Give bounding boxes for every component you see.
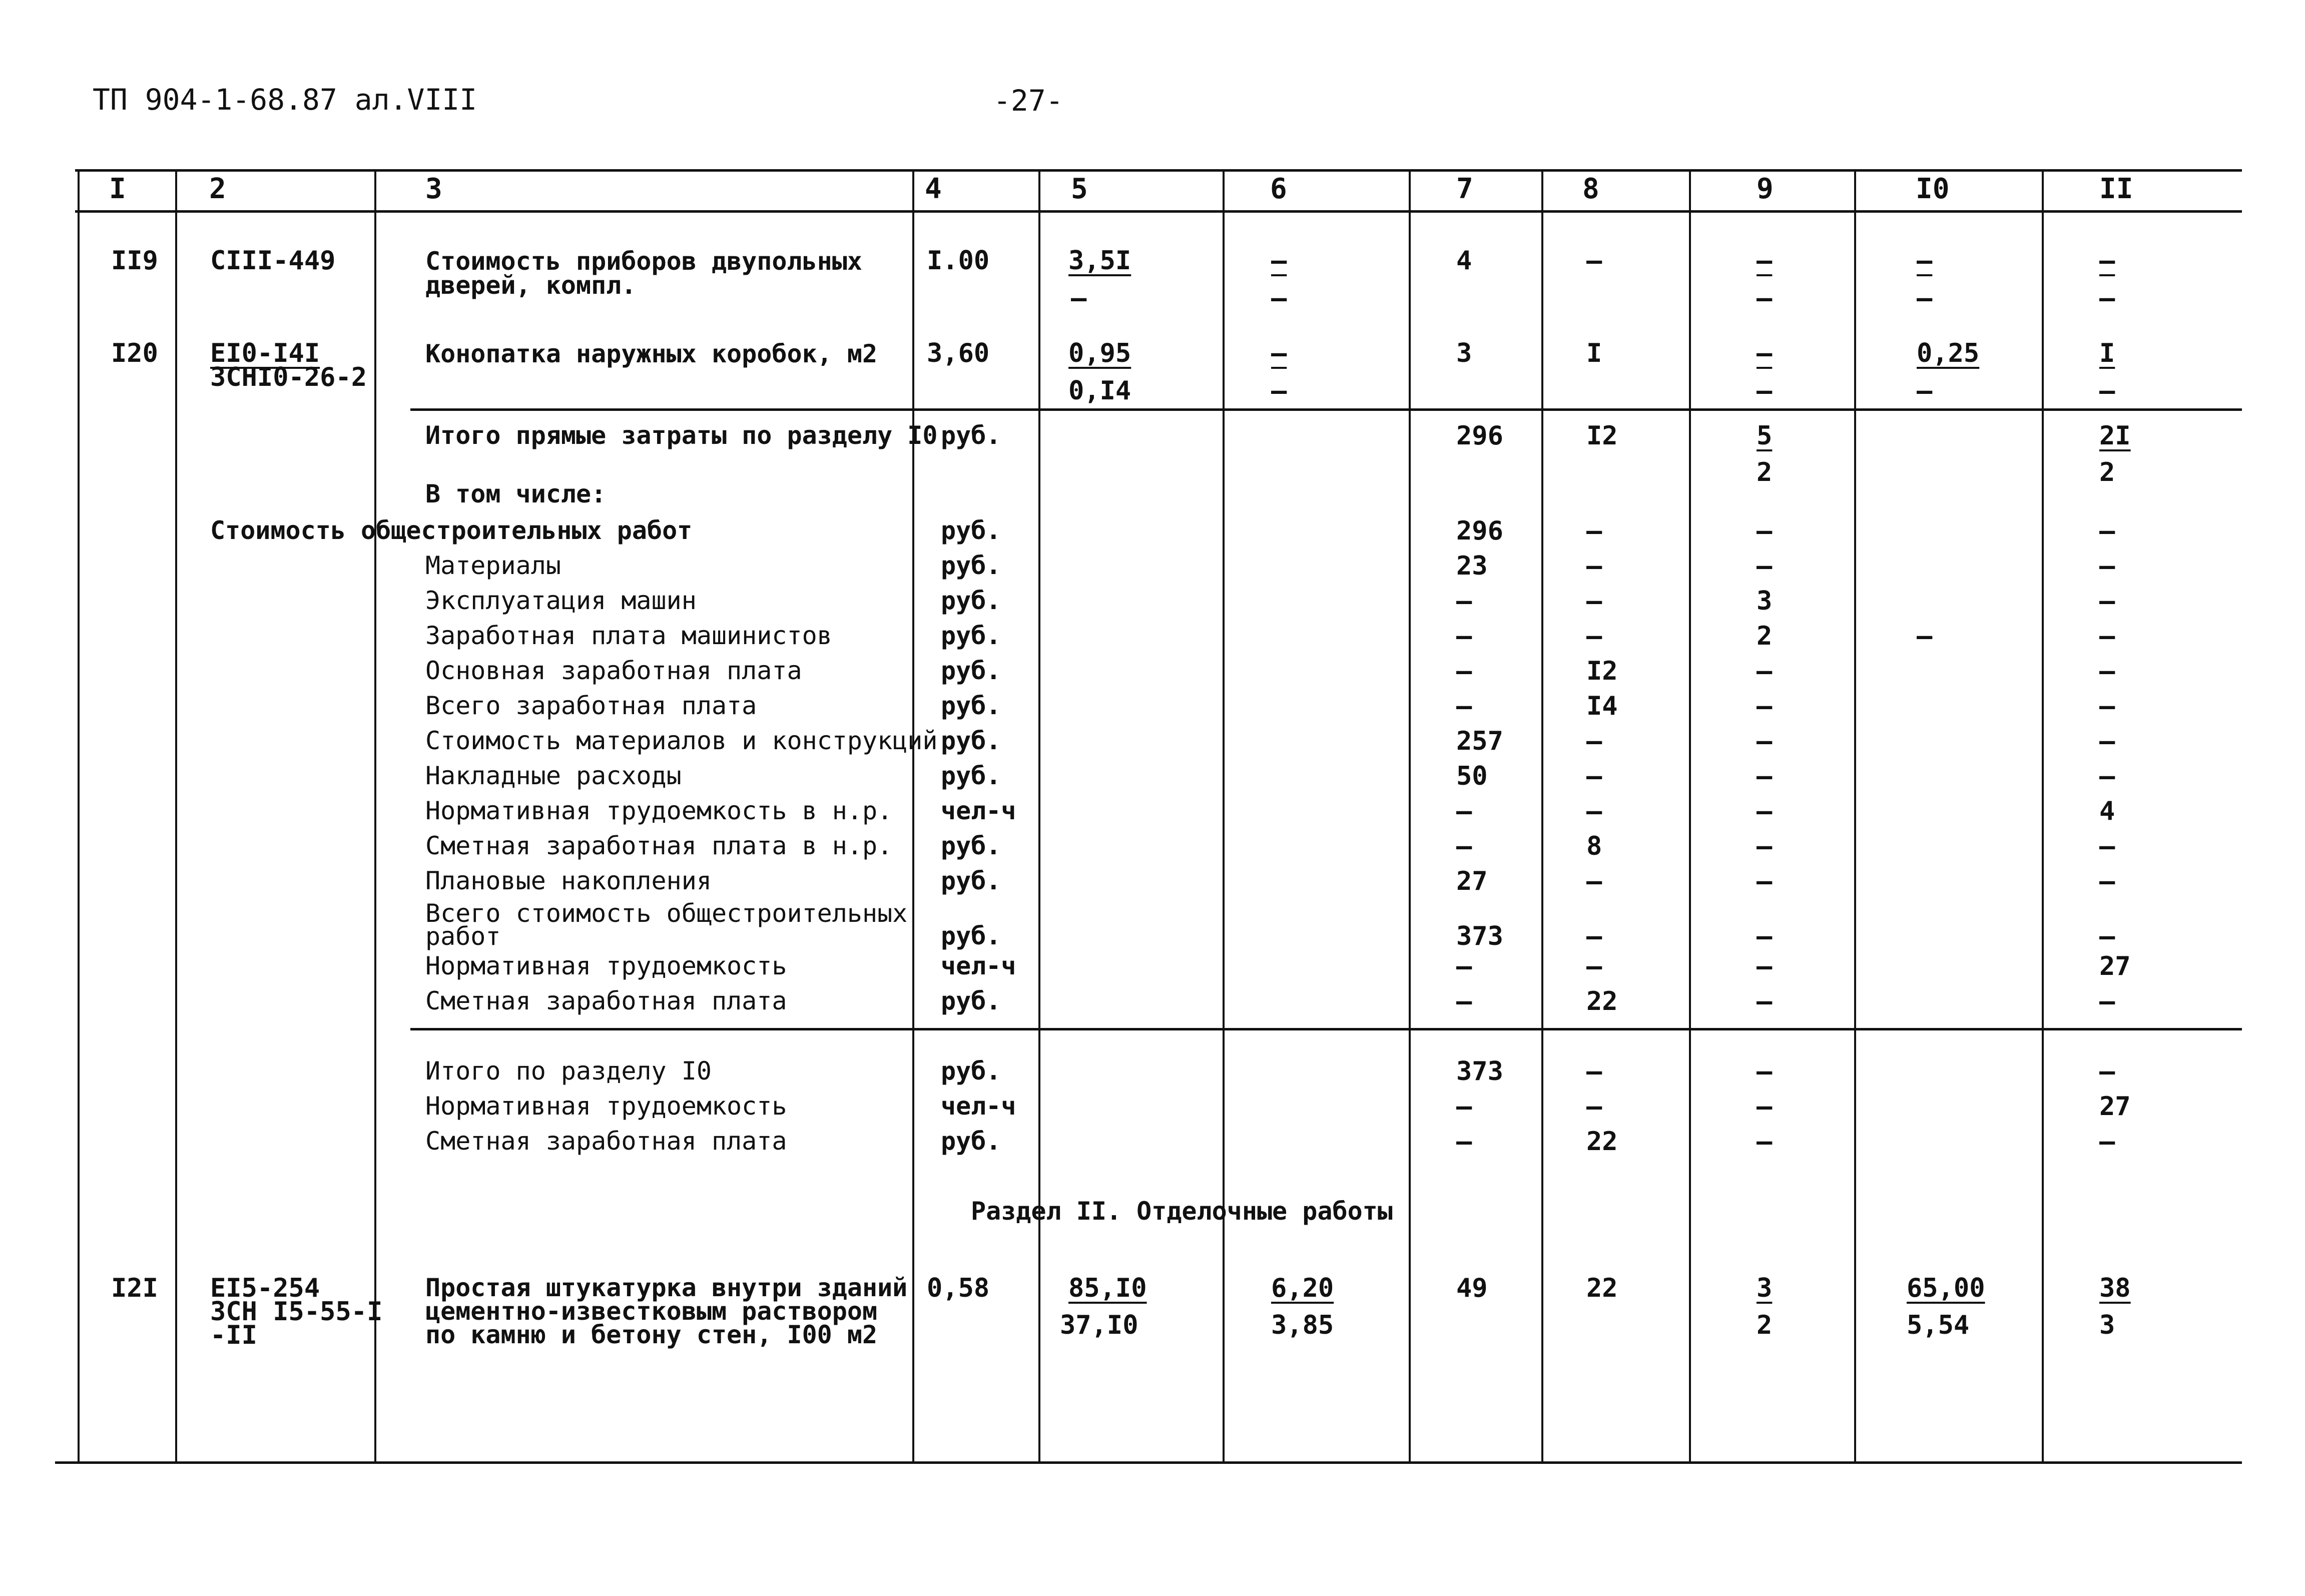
row-label: Эксплуатация машин [425, 586, 697, 615]
c11-bottom: – [2099, 376, 2115, 406]
item-quantity: 0,58 [927, 1273, 990, 1303]
c9-value: – [1757, 831, 1773, 861]
c11-top: I [2099, 338, 2115, 368]
unit-label: чел-ч [941, 1092, 1016, 1121]
row-label: работ [425, 922, 501, 951]
row-label: Всего стоимость общестроительных [425, 899, 908, 928]
col-header-6: 6 [1270, 173, 1287, 205]
c9-value: 2 [1757, 621, 1773, 651]
item-code: ЕI5-254 [210, 1273, 320, 1303]
c10-top: 65,00 [1907, 1273, 1985, 1303]
c9-top: – [1757, 246, 1773, 276]
col-border-5 [1038, 169, 1040, 1461]
item-quantity: I.00 [927, 246, 990, 276]
c11-top: – [2099, 246, 2115, 276]
item-number: I2I [111, 1273, 158, 1303]
c6-bottom: 3,85 [1271, 1310, 1334, 1340]
c9-value: – [1757, 1056, 1773, 1087]
c8-value: 22 [1586, 986, 1618, 1016]
breakdown-title: Стоимость общестроительных работ [210, 516, 693, 545]
unit-label: чел-ч [941, 951, 1016, 980]
col-header-5: 5 [1071, 173, 1088, 205]
unit-label: руб. [941, 516, 1001, 545]
c7-value: – [1456, 1092, 1472, 1122]
c7-value: 257 [1456, 726, 1503, 756]
unit-label: руб. [941, 421, 1001, 450]
c7-value: – [1456, 831, 1472, 861]
c7-value: – [1456, 796, 1472, 826]
c9-top: 5 [1757, 421, 1773, 451]
col-border-11 [2042, 169, 2044, 1461]
c9-value: – [1757, 551, 1773, 581]
unit-cost-total: 0,95 [1068, 338, 1131, 368]
c11-value: – [2099, 621, 2115, 651]
c8-value: I2 [1586, 656, 1618, 686]
item-code: -II [210, 1320, 257, 1350]
c11-value: – [2099, 986, 2115, 1016]
c10-bottom: – [1917, 376, 1933, 406]
table-top-border [75, 169, 2242, 172]
col-border-1 [78, 169, 80, 1461]
unit-label: руб. [941, 761, 1001, 790]
c9-value: 3 [1757, 586, 1773, 616]
c8-value: 22 [1586, 1127, 1618, 1157]
row-label: Всего заработная плата [425, 691, 757, 720]
c7-value: 27 [1456, 866, 1488, 896]
c11-value: – [2099, 656, 2115, 686]
c6-top: – [1271, 338, 1287, 368]
c8-value: – [1586, 246, 1602, 276]
col-header-2: 2 [209, 173, 226, 205]
item-quantity: 3,60 [927, 338, 990, 368]
c8-value: – [1586, 621, 1602, 651]
row-label: Стоимость материалов и конструкций [425, 726, 938, 755]
item-description: цементно-известковым раствором [425, 1297, 878, 1326]
c11-value: – [2099, 1127, 2115, 1157]
col-header-4: 4 [925, 173, 942, 205]
item-description: по камню и бетону стен, I00 м2 [425, 1320, 878, 1349]
unit-label: руб. [941, 726, 1001, 755]
rule-after-breakdown [410, 1028, 2242, 1030]
c7-value: 3 [1456, 338, 1472, 368]
col-border-3 [374, 169, 376, 1461]
unit-label: руб. [941, 921, 1001, 950]
c7-value: – [1456, 691, 1472, 721]
c11-value: – [2099, 1056, 2115, 1087]
col-border-6 [1223, 169, 1225, 1461]
c8-value: – [1586, 761, 1602, 791]
c7-value: 296 [1456, 421, 1503, 451]
col-header-3: 3 [425, 173, 442, 205]
c9-value: – [1757, 516, 1773, 546]
c9-value: – [1757, 691, 1773, 721]
c6-bottom: – [1271, 283, 1287, 313]
unit-label: руб. [941, 656, 1001, 685]
c9-value: – [1757, 656, 1773, 686]
c10-bottom: – [1917, 283, 1933, 313]
c9-top: – [1757, 338, 1773, 368]
unit-label: руб. [941, 1056, 1001, 1086]
c9-bottom: – [1757, 283, 1773, 313]
unit-label: руб. [941, 866, 1001, 895]
c8-value: 8 [1586, 831, 1602, 861]
c6-bottom: – [1271, 376, 1287, 406]
c9-value: – [1757, 1127, 1773, 1157]
c9-top: 3 [1757, 1273, 1773, 1303]
item-description: Конопатка наружных коробок, м2 [425, 339, 878, 368]
c11-value: 27 [2099, 1092, 2131, 1122]
table-bottom-border [55, 1461, 2242, 1464]
c8-value: – [1586, 921, 1602, 951]
c8-value: – [1586, 551, 1602, 581]
c11-top: 38 [2099, 1273, 2131, 1303]
c8-value: I [1586, 338, 1602, 368]
c8-value: – [1586, 866, 1602, 896]
c10-top: – [1917, 246, 1933, 276]
unit-label: руб. [941, 551, 1001, 580]
item-code: ЕI0-I4I [210, 338, 320, 368]
c8-value: – [1586, 951, 1602, 981]
c8-value: – [1586, 516, 1602, 546]
col-header-11: II [2099, 173, 2133, 205]
c9-bottom: – [1757, 376, 1773, 406]
unit-label: руб. [941, 621, 1001, 650]
c11-value: – [2099, 551, 2115, 581]
item-description: дверей, компл. [425, 271, 637, 300]
c7-value: 50 [1456, 761, 1488, 791]
c8-value: I4 [1586, 691, 1618, 721]
row-label: Сметная заработная плата в н.р. [425, 831, 893, 860]
unit-cost-wage: 0,I4 [1068, 376, 1131, 406]
row-label: Нормативная трудоемкость в н.р. [425, 796, 893, 825]
c7-value: 373 [1456, 1056, 1503, 1087]
col-header-1: I [109, 173, 126, 205]
c9-bottom: 2 [1757, 457, 1773, 487]
document-code: ТП 904-1-68.87 ал.VIII [93, 83, 477, 117]
c8-value: 22 [1586, 1273, 1618, 1303]
c8-value: – [1586, 796, 1602, 826]
row-label: Сметная заработная плата [425, 986, 787, 1015]
c7-value: 49 [1456, 1273, 1488, 1303]
c10-bottom: 5,54 [1907, 1310, 1970, 1340]
section-heading: Раздел II. Отделочные работы [971, 1197, 1393, 1226]
col-border-9 [1689, 169, 1691, 1461]
unit-label: руб. [941, 831, 1001, 860]
item-code: СIII-449 [210, 246, 336, 276]
c9-value: – [1757, 726, 1773, 756]
row-label: Материалы [425, 551, 561, 580]
c10-top: 0,25 [1917, 338, 1980, 368]
col-header-7: 7 [1456, 173, 1473, 205]
c8-value: – [1586, 1092, 1602, 1122]
c11-bottom: – [2099, 283, 2115, 313]
row-label: Заработная плата машинистов [425, 621, 832, 650]
c11-value: – [2099, 866, 2115, 896]
c9-value: – [1757, 986, 1773, 1016]
direct-total-label: Итого прямые затраты по разделу I0 [425, 421, 938, 450]
row-label: Итого по разделу I0 [425, 1056, 712, 1086]
item-code: ЗСН I5-55-I [210, 1297, 383, 1327]
col-header-10: I0 [1916, 173, 1950, 205]
c9-value: – [1757, 796, 1773, 826]
c8-value: I2 [1586, 421, 1618, 451]
c7-value: 296 [1456, 516, 1503, 546]
page-number: -27- [993, 84, 1063, 118]
c11-value: 27 [2099, 951, 2131, 981]
unit-label: руб. [941, 586, 1001, 615]
col-border-8 [1541, 169, 1543, 1461]
c11-value: 4 [2099, 796, 2115, 826]
c11-value: – [2099, 586, 2115, 616]
c11-value: – [2099, 761, 2115, 791]
c8-value: – [1586, 1056, 1602, 1087]
row-label: Сметная заработная плата [425, 1127, 787, 1156]
row-label: Плановые накопления [425, 866, 712, 895]
c11-bottom: 2 [2099, 457, 2115, 487]
c8-value: – [1586, 586, 1602, 616]
c7-value: – [1456, 986, 1472, 1016]
c7-value: 23 [1456, 551, 1488, 581]
c9-value: – [1757, 921, 1773, 951]
c6-top: – [1271, 246, 1287, 276]
c11-value: – [2099, 921, 2115, 951]
unit-cost-total: 85,I0 [1068, 1273, 1147, 1303]
col-border-10 [1854, 169, 1856, 1461]
c9-value: – [1757, 1092, 1773, 1122]
unit-label: руб. [941, 1127, 1001, 1156]
unit-label: руб. [941, 986, 1001, 1015]
rule-after-items [410, 408, 2242, 411]
header-bottom-border [75, 210, 2242, 213]
row-label: Нормативная трудоемкость [425, 951, 787, 980]
c9-value: – [1757, 866, 1773, 896]
c7-value: – [1456, 1127, 1472, 1157]
c11-value: – [2099, 726, 2115, 756]
c7-value: – [1456, 951, 1472, 981]
c6-top: 6,20 [1271, 1273, 1334, 1303]
c7-value: 373 [1456, 921, 1503, 951]
c10-value: – [1917, 621, 1933, 651]
item-description: Простая штукатурка внутри зданий [425, 1273, 908, 1302]
c11-bottom: 3 [2099, 1310, 2115, 1340]
item-number: I20 [111, 338, 158, 368]
c11-top: 2I [2099, 421, 2131, 451]
row-label: Нормативная трудоемкость [425, 1092, 787, 1121]
c9-bottom: 2 [1757, 1310, 1773, 1340]
c11-value: – [2099, 516, 2115, 546]
col-border-2 [175, 169, 177, 1461]
c7-value: – [1456, 656, 1472, 686]
col-header-9: 9 [1757, 173, 1774, 205]
c7-value: – [1456, 586, 1472, 616]
including-label: В том числе: [425, 479, 607, 508]
item-number: II9 [111, 246, 158, 276]
unit-label: чел-ч [941, 796, 1016, 825]
c7-value: 4 [1456, 246, 1472, 276]
unit-cost-wage: – [1071, 283, 1087, 313]
c11-value: – [2099, 831, 2115, 861]
item-description: Стоимость приборов двупольных [425, 247, 862, 276]
col-border-4 [912, 169, 914, 1461]
row-label: Основная заработная плата [425, 656, 802, 685]
col-border-7 [1409, 169, 1411, 1461]
unit-cost-wage: 37,I0 [1060, 1310, 1138, 1340]
item-code: ЗСНI0-26-2 [210, 362, 367, 392]
col-header-8: 8 [1582, 173, 1599, 205]
row-label: Накладные расходы [425, 761, 682, 790]
unit-label: руб. [941, 691, 1001, 720]
c9-value: – [1757, 761, 1773, 791]
c11-value: – [2099, 691, 2115, 721]
c9-value: – [1757, 951, 1773, 981]
c7-value: – [1456, 621, 1472, 651]
c8-value: – [1586, 726, 1602, 756]
unit-cost-total: 3,5I [1068, 246, 1131, 276]
